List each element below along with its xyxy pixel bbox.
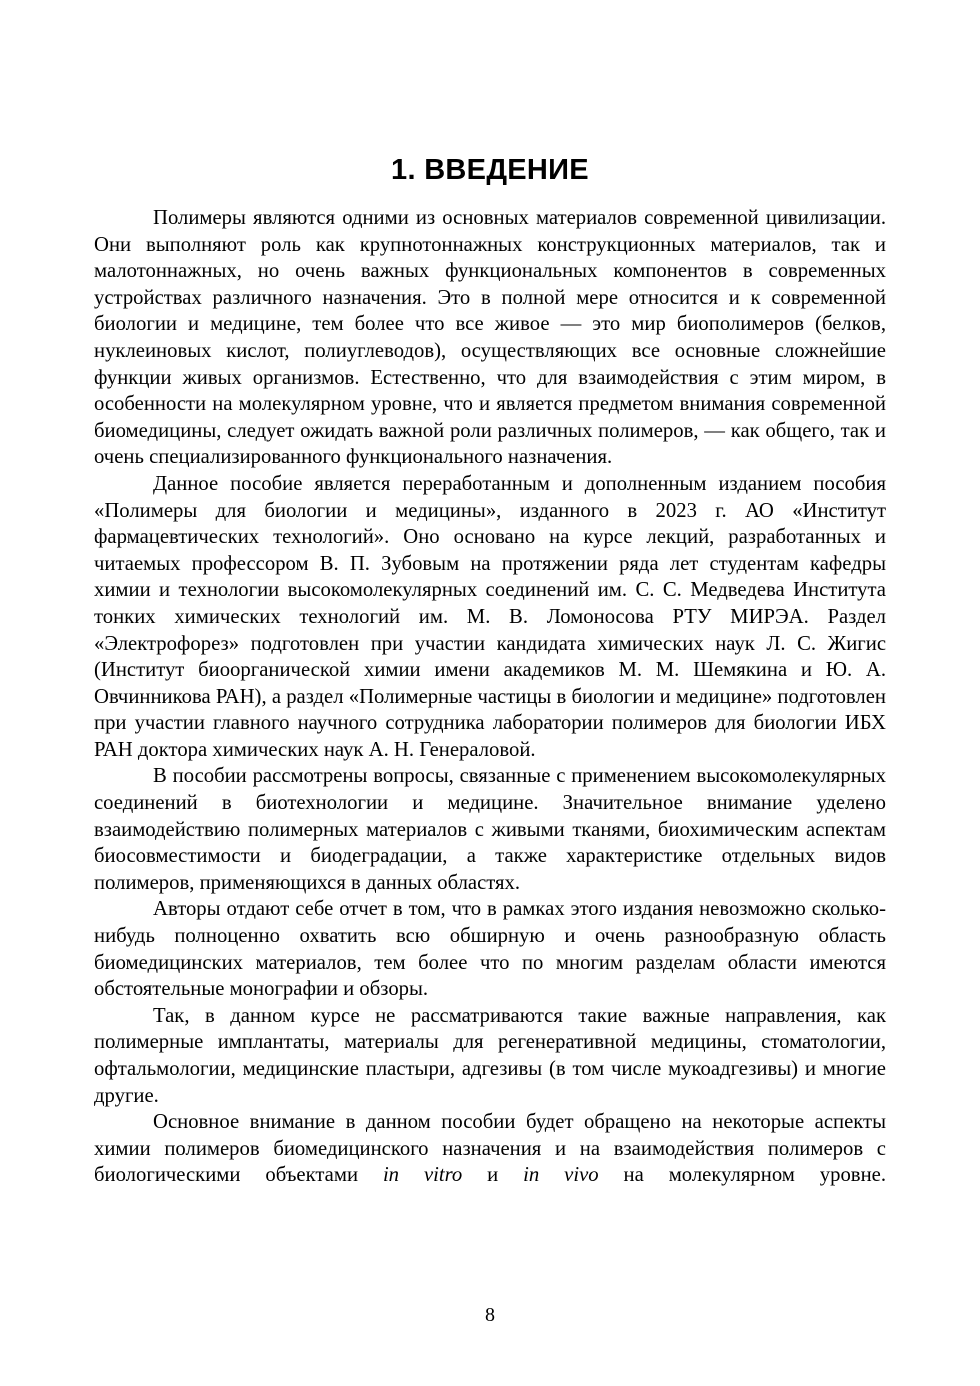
paragraph-intro: Полимеры являются одними из основных материалов современной цивилизации. Они выполняют роль как крупнотоннажных конструкционных материалов, так и малотоннажных, но очень важных функциональных компонентов в современных устройствах различного назначения. Это в полной мере относится и к современной биологии и медицине, тем более что все живое — это мир биополимеров (белков, нуклеиновых кислот, полиуглеводов), осуществляющих все основные сложнейшие функции живых организмов. Естественно, что для взаимодействия с этим миром, в особенности на молекулярном уровне, что и является предметом внимания современной биомедицины, следует ожидать важной роли различных полимеров, — как общего, так и очень специализированного функционального назначения.: [94, 207, 886, 469]
chapter-title: 1. ВВЕДЕНИЕ: [391, 154, 589, 186]
paragraph-scope: В пособии рассмотрены вопросы, связанные с применением высокомолекулярных соединений в биотехнологии и медицине. Значительное внимание уделено взаимодействию полимерных материалов с живыми тканями, биохимическим аспектам биосовместимости и биодеградации, а также характеристике отдельных видов полимеров, применяющихся в данных областях.: [94, 765, 886, 894]
document-page: [94, 0, 886, 1386]
paragraph-focus: [94, 1109, 886, 1189]
focus-text-1: Основное внимание в данном пособии будет обращено на некоторые аспекты химии полимеров биомедицинского назначения и на взаимодействия полимеров с биологическими объектами: [94, 1111, 886, 1187]
page-number: 8: [485, 1304, 495, 1326]
paragraph-excluded-topics: Так, в данном курсе не рассматриваются такие важные направления, как полимерные имплантаты, материалы для регенеративной медицины, стоматологии, офтальмологии, медицинские пластыри, адгезивы (в том числе мукоадгезивы) и многие другие.: [94, 1004, 886, 1107]
body-text: [94, 205, 886, 1189]
focus-text-3: на молекулярном уровне.: [598, 1164, 886, 1187]
paragraph-edition: Данное пособие является переработанным и дополненным изданием пособия «Полимеры для биологии и медицины», изданного в 2023 г. АО «Институт фармацевтических технологий». Оно основано на курсе лекций, разработанных и читаемых профессором В. П. Зубовым на протяжении ряда лет студентам кафедры химии и технологии высокомолекулярных соединений им. С. С. Медведева Института тонких химических технологий им. М. В. Ломоносова РТУ МИРЭА. Раздел «Электрофорез» подготовлен при участии кандидата химических наук Л. С. Жигис (Институт биоорганической химии имени академиков М. М. Шемякина и Ю. А. Овчинникова РАН), а раздел «Полимерные частицы в биологии и медицине» подготовлен при участии главного научного сотрудника лаборатории полимеров для биологии ИБХ РАН доктора химических наук А. Н. Генераловой.: [94, 472, 886, 761]
paragraph-limits: Авторы отдают себе отчет в том, что в рамках этого издания невозможно сколько-нибудь полноценно охватить всю обширную и очень разнообразную область биомедицинских материалов, тем более что по многим разделам области имеются обстоятельные монографии и обзоры.: [94, 898, 886, 1001]
in-vivo-term: in vivo: [523, 1164, 599, 1187]
focus-text-2: и: [462, 1164, 524, 1187]
in-vitro-term: in vitro: [382, 1164, 463, 1187]
